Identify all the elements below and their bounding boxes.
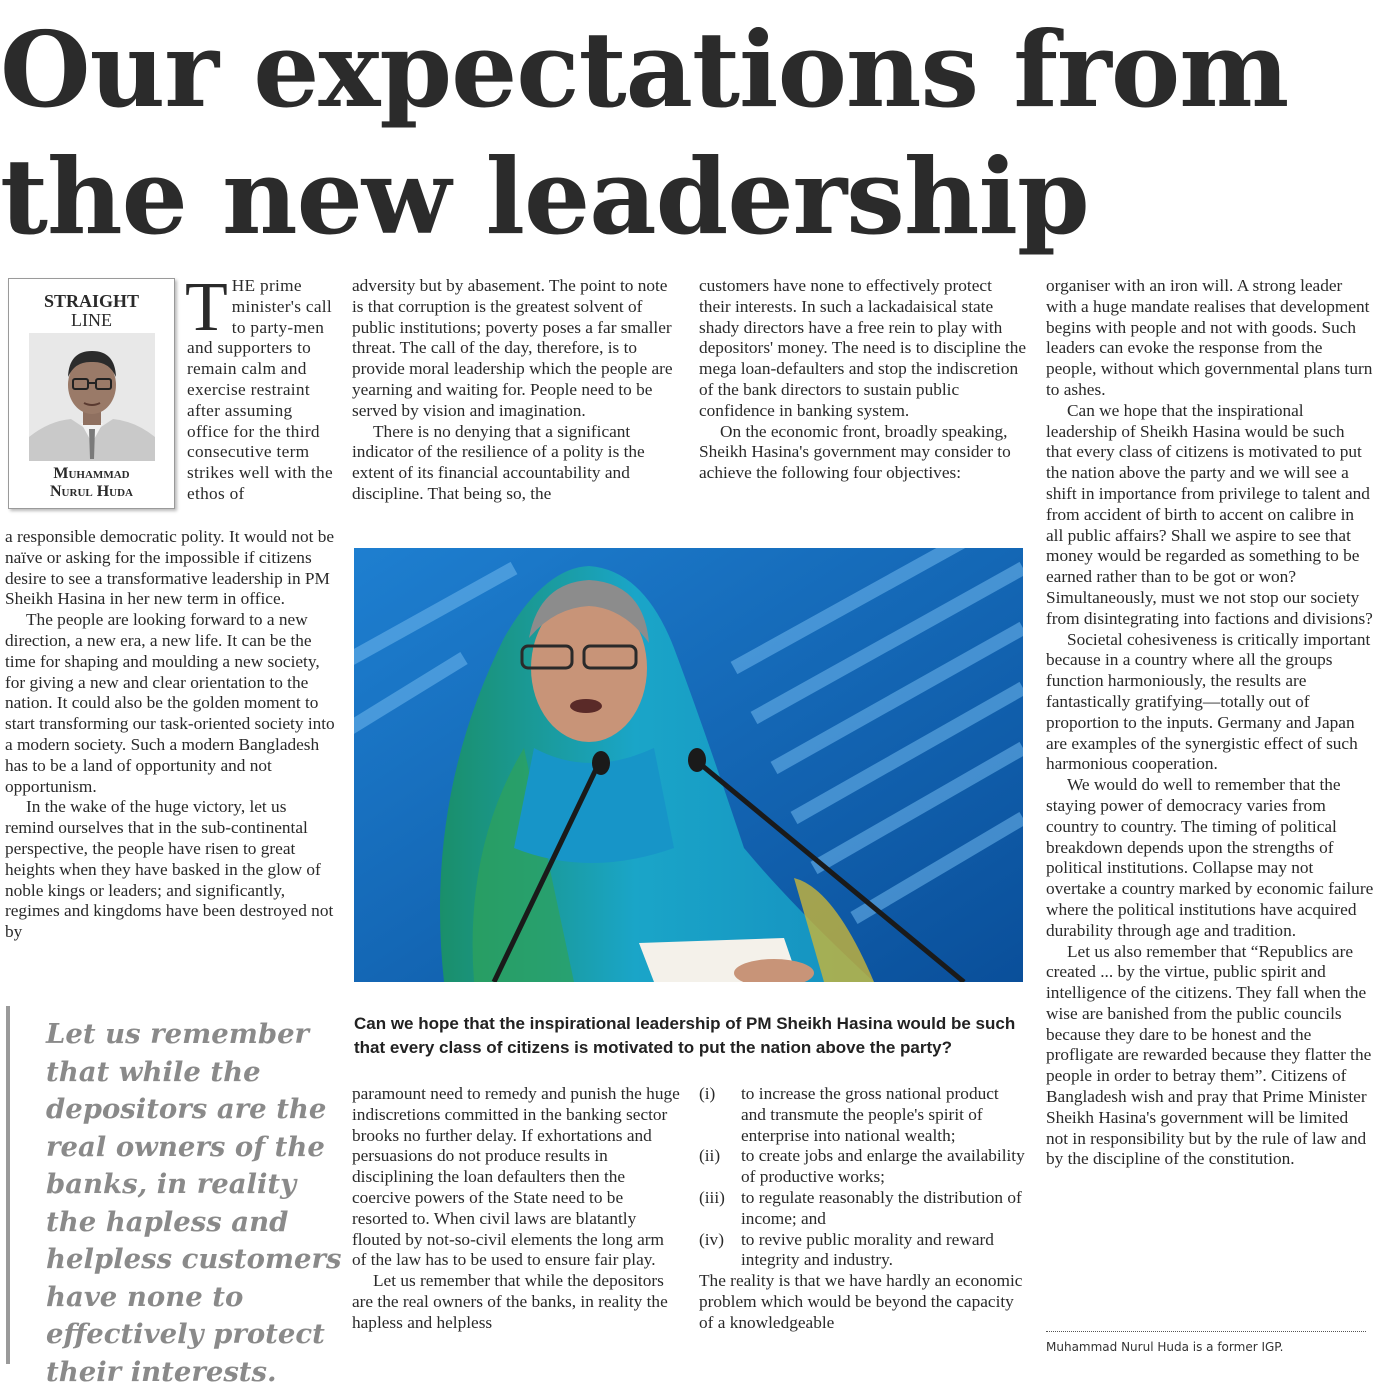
article-col3-top bbox=[699, 276, 1027, 484]
column-name: STRAIGHT bbox=[43, 291, 140, 311]
paragraph: We would do well to remember that the staying power of democracy varies from country to country. The timing of political breakdown depends upon the strengths of political institutions. Collapse may not overtake a country marked by economic failure where the political institutions have acquired durability through age and tradition. bbox=[1046, 775, 1374, 940]
list-item: (ii) to create jobs and enlarge the availability of productive works; bbox=[699, 1146, 1025, 1187]
paragraph: The reality is that we have hardly an economic problem which would be beyond the capacity of a knowledgeable bbox=[699, 1271, 1023, 1332]
list-item: (iii) to regulate reasonably the distribution of income; and bbox=[699, 1187, 1022, 1228]
paragraph: Let us also remember that “Republics are created ... by the virtue, public spirit and intelligence of the citizens. They fall when the wise are banished from the public councils because they dare to be honest and the profligate are rewarded because they flatter the people in order to betray them”. Citizens of Bangladesh wish and pray that Prime Minister Sheikh Hasina's government will be limited not in responsibility but by the rule of law and by the discipline of the constitution. bbox=[1046, 941, 1372, 1169]
article-col4 bbox=[1046, 276, 1374, 1170]
pull-quote bbox=[6, 1006, 342, 1388]
author-name: Muhammad Nurul Huda bbox=[50, 465, 133, 500]
paragraph: Let us remember that while the depositors are the real owners of the banks, in reality the hapless and helpless bbox=[352, 1271, 668, 1332]
paragraph: paramount need to remedy and punish the huge indiscretions committed in the banking sector brooks no further delay. If exhortations and persuasions do not produce results in disciplining the loan defaulters then the coercive powers of the State need to be resorted to. When civil laws are blatantly flouted by not-so-civil elements the long arm of the law has to be used to ensure fair play. bbox=[352, 1084, 680, 1270]
paragraph: adversity but by abasement. The point to note is that corruption is the greatest solvent of public institutions; poverty poses a far smaller threat. The call of the day, therefore, is to provide moral leadership which the people are yearning and waiting for. People need to be served by vision and imagination. bbox=[352, 276, 673, 420]
article-col1 bbox=[5, 527, 335, 943]
headline bbox=[0, 6, 1379, 260]
author-note: Muhammad Nurul Huda is a former IGP. bbox=[1046, 1340, 1284, 1354]
photo-caption: Can we hope that the inspirational leadership of PM Sheikh Hasina would be such that every class of citizens is motivated to put the nation above the party? bbox=[354, 1014, 1016, 1057]
paragraph: The people are looking forward to a new direction, a new era, a new life. It can be the time for shaping and moulding a new society, for giving a new and clear orientation to the nation. It could also be the golden moment to start transforming our task-oriented society into a modern society. Such a modern Bangladesh has to be a land of opportunity and not opportunism. bbox=[5, 610, 335, 796]
paragraph: Can we hope that the inspirational leadership of Sheikh Hasina would be such that every class of citizens is motivated to put the nation above the party and we will see a shift in importance from privilege to talent and from accident of birth to accent on calibre in all public affairs? Shall we aspire to see that money would be regarded as something to be earned rather than to be got or won? Simultaneously, must we not stop our society from disintegrating into factions and divisions? bbox=[1046, 400, 1373, 628]
paragraph: Societal cohesiveness is critically important because in a country where all the groups function harmoniously, the results are fantastically gratifying—totally out of proportion to the inputs. Germany and Japan are examples of the synergistic effect of such harmonious cooperation. bbox=[1046, 629, 1371, 774]
article-photo bbox=[354, 548, 1023, 982]
paragraph: There is no denying that a significant indicator of the resilience of a polity is the extent of its financial accountability and discipline. That being so, the bbox=[352, 421, 645, 503]
article-col2-bottom bbox=[352, 1084, 682, 1334]
paragraph: In the wake of the huge victory, let us remind ourselves that in the sub-continental perspective, the people have risen to great heights when they have basked in the glow of noble kings or leaders; and significantly, regimes and kingdoms have been destroyed not by bbox=[5, 797, 334, 942]
list-item: (i) to increase the gross national product and transmute the people's spirit of enterprise into national wealth; bbox=[699, 1084, 999, 1145]
paragraph: organiser with an iron will. A strong leader with a huge mandate realises that development begins with people and not with goods. Such leaders can evoke the response from the people, without which governmental plans turn to ashes. bbox=[1046, 276, 1373, 399]
list-item: (iv) to revive public morality and reward integrity and industry. bbox=[699, 1229, 994, 1270]
headline-line-2: the new leadership bbox=[0, 135, 1089, 258]
author-box bbox=[8, 278, 175, 509]
footer-divider bbox=[1046, 1331, 1366, 1332]
paragraph: a responsible democratic polity. It would not be naïve or asking for the impossible if citizens desire to see a transformative leadership in PM Sheikh Hasina in her new term in office. bbox=[5, 527, 335, 609]
pull-quote-text: Let us remember that while the depositors are the real owners of the banks, in reality the hapless and helpless customers have none to effectively protect their interests. bbox=[46, 1018, 342, 1388]
article-col3-bottom bbox=[699, 1084, 1027, 1334]
column-name-2: LINE bbox=[71, 310, 112, 330]
objectives-list bbox=[699, 1084, 1027, 1271]
paragraph: On the economic front, broadly speaking, Sheikh Hasina's government may consider to achieve the following four objectives: bbox=[699, 421, 1011, 483]
article-col1-top bbox=[185, 269, 335, 505]
paragraph: HE prime minister's call to party-men and supporters to remain calm and exercise restraint after assuming office for the third consecutive term strikes well with the ethos of bbox=[187, 276, 333, 503]
author-portrait bbox=[29, 333, 155, 461]
drop-cap: T bbox=[185, 269, 228, 346]
headline-line-1: Our expectations from bbox=[0, 8, 1289, 131]
article-col2-top bbox=[352, 276, 680, 505]
paragraph: customers have none to effectively protect their interests. In such a lackadaisical state shady directors have a free rein to play with depositors' money. The need is to discipline the mega loan-defaulters and stop the indiscretion of the bank directors to sustain public confidence in banking system. bbox=[699, 276, 1027, 420]
